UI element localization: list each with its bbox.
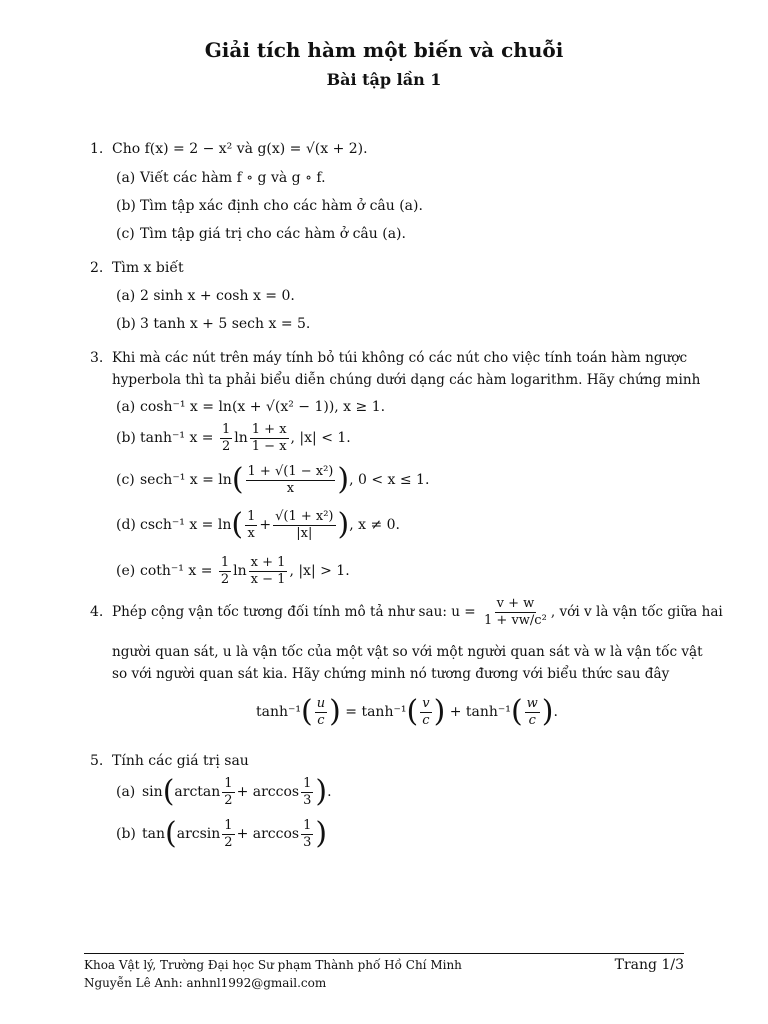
fraction-denominator: 2 bbox=[221, 438, 231, 454]
fraction-denominator: 2 bbox=[220, 571, 230, 587]
formula-3d-lhs: csch⁻¹ x = ln bbox=[140, 517, 232, 533]
plus-tanh-inverse: + tanh⁻¹ bbox=[449, 704, 511, 720]
problem-5-number: 5. bbox=[90, 753, 104, 769]
problem-1a-text: Viết các hàm f ∘ g và g ∘ f. bbox=[140, 170, 326, 186]
fraction-numerator: v bbox=[422, 695, 430, 711]
page-title: Giải tích hàm một biến và chuỗi bbox=[204, 38, 564, 62]
problem-2-stem: Tìm x biết bbox=[112, 260, 184, 276]
arcsin-function: arcsin bbox=[176, 826, 221, 842]
problem-4-stem-post: , với v là vận tốc giữa hai bbox=[550, 604, 723, 620]
fraction-3d-2 bbox=[273, 509, 335, 542]
problem-1a-label: (a) bbox=[116, 170, 136, 186]
problem-4-line3: so với người quan sát kia. Hãy chứng minh nó tương đương với biểu thức sau đây bbox=[112, 666, 670, 682]
fraction-3b bbox=[250, 422, 289, 455]
problem-3-stem-line2: hyperbola thì ta phải biểu diễn chúng dưới dạng các hàm logarithm. Hãy chứng minh bbox=[112, 372, 701, 388]
fraction-3d-1 bbox=[245, 509, 257, 542]
fraction-v-c bbox=[420, 696, 431, 729]
problem-1c-label: (c) bbox=[116, 226, 135, 242]
problem-1b-label: (b) bbox=[116, 198, 136, 214]
problem-2-number: 2. bbox=[90, 260, 104, 276]
fraction-numerator: 1 bbox=[221, 421, 231, 437]
fraction-3c bbox=[246, 464, 336, 497]
fraction-half bbox=[222, 818, 234, 851]
formula-3d-condition: , x ≠ 0. bbox=[349, 517, 401, 533]
page-subtitle: Bài tập lần 1 bbox=[326, 70, 442, 89]
fraction-denominator: 1 + vw/c² bbox=[484, 613, 547, 628]
equals-tanh-inverse: = tanh⁻¹ bbox=[345, 704, 407, 720]
problem-3d-label: (d) bbox=[116, 517, 136, 533]
ln-operator: ln bbox=[234, 430, 248, 446]
problem-1-number: 1. bbox=[90, 141, 104, 157]
period: . bbox=[327, 784, 332, 800]
footer-author: Nguyễn Lê Anh: anhnl1992@gmail.com bbox=[84, 976, 327, 990]
problem-5-stem: Tính các giá trị sau bbox=[112, 753, 249, 769]
fraction-denominator: 3 bbox=[303, 792, 312, 808]
problem-4-equation: tanh⁻¹( $\frac{u}{c}$ ) = tanh⁻¹( $\frac{v}{c}$ ) + tanh⁻¹( $\frac{w}{c}$ ). bbox=[256, 694, 558, 729]
problem-3-number: 3. bbox=[90, 350, 104, 366]
fraction-numerator: 1 + √(1 − x²) bbox=[247, 463, 334, 479]
fraction-numerator: √(1 + x²) bbox=[275, 508, 334, 524]
fraction-denominator: 3 bbox=[303, 834, 312, 850]
fraction-3e bbox=[249, 555, 288, 588]
fraction-numerator: 1 bbox=[220, 554, 230, 570]
ln-operator: ln bbox=[233, 563, 247, 579]
formula-3b-lhs: tanh⁻¹ x = bbox=[140, 430, 218, 446]
fraction-half bbox=[219, 555, 231, 588]
tanh-inverse: tanh⁻¹ bbox=[256, 704, 302, 720]
fraction-half bbox=[220, 422, 232, 455]
sin-function: sin bbox=[142, 784, 163, 800]
footer-divider bbox=[84, 953, 684, 954]
fraction-numerator: 1 + x bbox=[251, 421, 287, 437]
plus-sign: + bbox=[259, 517, 272, 533]
problem-3a-text: cosh⁻¹ x = ln(x + √(x² − 1)), x ≥ 1. bbox=[140, 399, 386, 415]
fraction-denominator: c bbox=[528, 712, 536, 728]
problem-5a-formula: sin(arctan $\frac{1}{2}$ + arccos $\frac{1}{3}$ ). bbox=[142, 774, 332, 809]
fraction-numerator: v + w bbox=[496, 596, 535, 611]
problem-3e-label: (e) bbox=[116, 563, 136, 579]
problem-5b-label: (b) bbox=[116, 826, 136, 842]
fraction-numerator: w bbox=[526, 695, 538, 711]
fraction-numerator: 1 bbox=[224, 775, 233, 791]
fraction-numerator: 1 bbox=[224, 817, 233, 833]
page-number: Trang 1/3 bbox=[614, 957, 684, 973]
problem-1c-text: Tìm tập giá trị cho các hàm ở câu (a). bbox=[140, 226, 406, 242]
problem-3b-label: (b) bbox=[116, 430, 136, 446]
fraction-denominator: x − 1 bbox=[250, 571, 286, 587]
fraction-u-c bbox=[315, 696, 327, 729]
footer-institution: Khoa Vật lý, Trường Đại học Sư phạm Thành phố Hồ Chí Minh bbox=[84, 958, 462, 972]
problem-5a-label: (a) bbox=[116, 784, 136, 800]
fraction-denominator: 2 bbox=[224, 792, 233, 808]
fraction-denominator: 2 bbox=[224, 834, 233, 850]
formula-3c-lhs: sech⁻¹ x = ln bbox=[140, 472, 232, 488]
problem-3-stem-line1: Khi mà các nút trên máy tính bỏ túi không có các nút cho việc tính toán hàm ngược bbox=[112, 350, 688, 366]
period: . bbox=[553, 704, 558, 720]
formula-3e-condition: , |x| > 1. bbox=[289, 563, 350, 579]
problem-4-stem bbox=[112, 594, 723, 630]
problem-2b-text: 3 tanh x + 5 sech x = 5. bbox=[140, 316, 311, 332]
problem-4-line2: người quan sát, u là vận tốc của một vật so với một người quan sát và w là vận tốc vật bbox=[112, 644, 703, 660]
problem-3c-label: (c) bbox=[116, 472, 135, 488]
tan-function: tan bbox=[142, 826, 165, 842]
problem-4-stem-pre: Phép cộng vận tốc tương đối tính mô tả như sau: u = bbox=[112, 604, 481, 620]
arccos-function: + arccos bbox=[236, 784, 300, 800]
fraction-denominator: x bbox=[286, 480, 295, 496]
fraction-denominator: c bbox=[422, 712, 430, 728]
fraction-third bbox=[301, 818, 313, 851]
problem-2a-label: (a) bbox=[116, 288, 136, 304]
arctan-function: arctan bbox=[174, 784, 221, 800]
formula-3c-condition: , 0 < x ≤ 1. bbox=[349, 472, 430, 488]
problem-1-stem: Cho f(x) = 2 − x² và g(x) = √(x + 2). bbox=[112, 141, 368, 157]
problem-4-number: 4. bbox=[90, 604, 104, 620]
fraction-denominator: x bbox=[247, 525, 255, 541]
problem-2a-text: 2 sinh x + cosh x = 0. bbox=[140, 288, 295, 304]
arccos-function: + arccos bbox=[236, 826, 300, 842]
problem-1b-text: Tìm tập xác định cho các hàm ở câu (a). bbox=[140, 198, 423, 214]
problem-5b-formula: tan(arcsin $\frac{1}{2}$ + arccos $\frac{1}{3}$ ) bbox=[142, 816, 328, 851]
fraction-denominator: 1 − x bbox=[251, 438, 287, 454]
fraction-numerator: 1 bbox=[247, 508, 256, 524]
formula-3b-condition: , |x| < 1. bbox=[290, 430, 351, 446]
fraction-third bbox=[301, 776, 313, 809]
problem-3b-formula bbox=[140, 416, 351, 460]
fraction-denominator: |x| bbox=[296, 525, 313, 541]
fraction-w-c bbox=[525, 696, 540, 729]
problem-3d-formula: csch⁻¹ x = ln( $\frac{1}{x}$ + $\frac{\text{√(1 + x²)}}{|x|}$ ), x ≠ 0. bbox=[140, 507, 401, 542]
fraction-half bbox=[222, 776, 234, 809]
fraction-numerator: 1 bbox=[303, 817, 312, 833]
fraction-denominator: c bbox=[317, 712, 325, 728]
problem-2b-label: (b) bbox=[116, 316, 136, 332]
fraction-numerator: x + 1 bbox=[250, 554, 286, 570]
problem-3e-formula bbox=[140, 549, 350, 593]
fraction-numerator: u bbox=[316, 695, 326, 711]
fraction-velocity bbox=[482, 596, 549, 629]
problem-3c-formula: sech⁻¹ x = ln( $\frac{\text{1 + √(1 − x²)}}{x}$ ), 0 < x ≤ 1. bbox=[140, 462, 430, 497]
problem-3a-label: (a) bbox=[116, 399, 136, 415]
fraction-numerator: 1 bbox=[303, 775, 312, 791]
formula-3e-lhs: coth⁻¹ x = bbox=[140, 563, 217, 579]
